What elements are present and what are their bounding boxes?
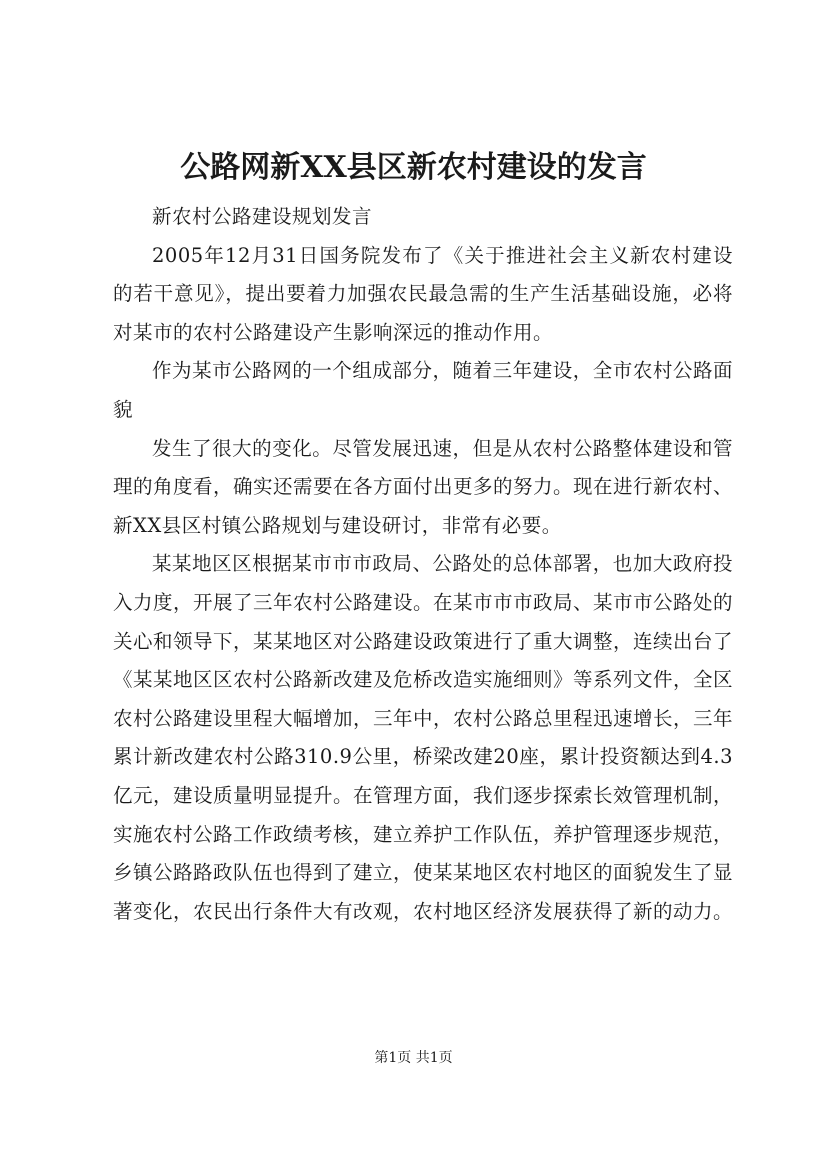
paragraph: 某某地区区根据某市市市政局、公路处的总体部署，也加大政府投入力度，开展了三年农村公路建设。在某市市市政局、某市市公路处的关心和领导下，某某地区对公路建设政策进行了重大调整，连续出台了《某某地区区农村公路新改建及危桥改造实施细则》等系列文件，全区农村公路建设里程大幅增加，三年中，农村公路总里程迅速增长，三年累计新改建农村公路310.9公里，桥梁改建20座，累计投资额达到4.3亿元，建设质量明显提升。在管理方面，我们逐步探索长效管理机制，实施农村公路工作政绩考核，建立养护工作队伍，养护管理逐步规范，乡镇公路路政队伍也得到了建立，使某某地区农村地区的面貌发生了显著变化，农民出行条件大有改观，农村地区经济发展获得了新的动力。	[113, 552, 734, 923]
paragraph: 发生了很大的变化。尽管发展迅速，但是从农村公路整体建设和管理的角度看，确实还需要在各方面付出更多的努力。现在进行新农村、新XX县区村镇公路规划与建设研讨，非常有必要。	[113, 436, 734, 537]
document-title: 公路网新XX县区新农村建设的发言	[180, 150, 647, 185]
paragraph: 作为某市公路网的一个组成部分，随着三年建设，全市农村公路面貌	[113, 359, 733, 421]
page-footer: 第1页 共1页	[374, 1050, 453, 1066]
paragraph: 2005年12月31日国务院发布了《关于推进社会主义新农村建设的若干意见》，提出要着力加强农民最急需的生产生活基础设施，必将对某市的农村公路建设产生影响深远的推动作用。	[113, 243, 733, 344]
paragraph-subtitle: 新农村公路建设规划发言	[152, 205, 373, 228]
document-body	[113, 198, 733, 931]
